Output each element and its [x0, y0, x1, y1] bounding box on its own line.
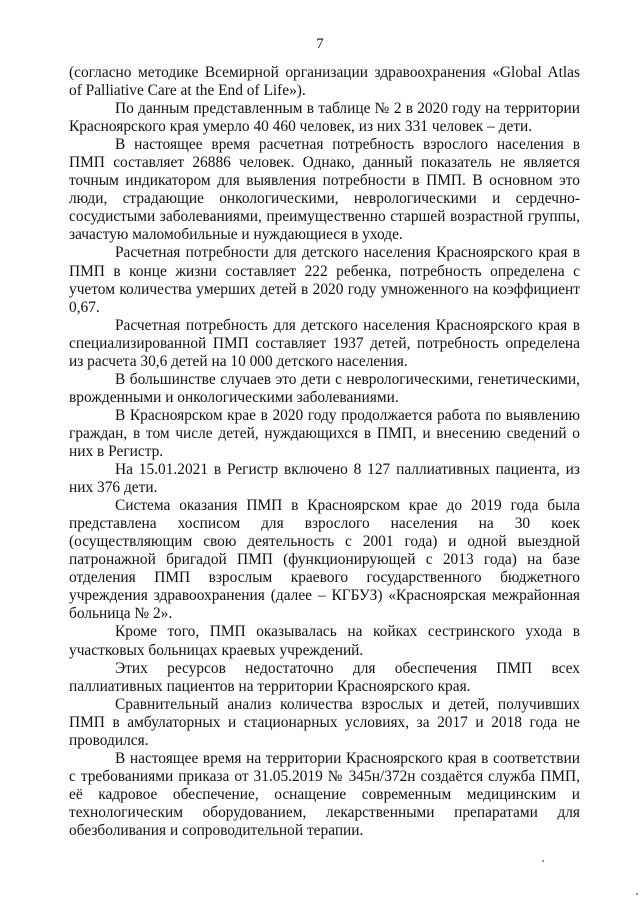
paragraph: Расчетная потребности для детского населения Красноярского края в ПМП в конце жизни составляет 222 ребенка, потребность определена с учетом количества умерших детей в 2020 году умноженного на коэффициент 0,67.	[69, 244, 580, 316]
scan-speck	[636, 893, 638, 895]
document-body	[69, 64, 580, 840]
paragraph: Система оказания ПМП в Красноярском крае до 2019 года была представлена хосписом для взрослого населения на 30 коек (осуществляющим свою деятельность с 2001 года) и одной выездной патронажной бригадой ПМП (функционирующей с 2013 года) на базе отделения ПМП взрослым краевого государственного бюджетного учреждения здравоохранения (далее – КГБУЗ) «Красноярская межрайонная больница № 2».	[69, 497, 580, 623]
paragraph: В настоящее время на территории Красноярского края в соответствии с требованиями приказа от 31.05.2019 № 345н/372н создаётся служба ПМП, её кадровое обеспечение, оснащение современным медицинским и технологическим оборудованием, лекарственными препаратами для обезболивания и сопроводительной терапии.	[69, 749, 580, 839]
paragraph: По данным представленным в таблице № 2 в 2020 году на территории Красноярского края умерло 40 460 человек, из них 331 человек – дети.	[69, 100, 580, 136]
paragraph: На 15.01.2021 в Регистр включено 8 127 паллиативных пациента, из них 376 дети.	[69, 461, 580, 497]
paragraph: Сравнительный анализ количества взрослых и детей, получивших ПМП в амбулаторных и стационарных условиях, за 2017 и 2018 года не проводился.	[69, 695, 580, 749]
paragraph: В большинстве случаев это дети с неврологическими, генетическими, врожденными и онкологическими заболеваниями.	[69, 370, 580, 406]
paragraph: В настоящее время расчетная потребность взрослого населения в ПМП составляет 26886 человек. Однако, данный показатель не является точным индикатором для выявления потребности в ПМП. В основном это люди, страдающие онкологическими, неврологическими и сердечно-сосудистыми заболеваниями, преимущественно старшей возрастной группы, зачастую маломобильные и нуждающиеся в уходе.	[69, 136, 580, 244]
paragraph: В Красноярском крае в 2020 году продолжается работа по выявлению граждан, в том числе детей, нуждающихся в ПМП, и внесению сведений о них в Регистр.	[69, 406, 580, 460]
paragraph: (согласно методике Всемирной организации здравоохранения «Global Atlas of Palliative Care at the End of Life»).	[69, 64, 580, 100]
paragraph: Кроме того, ПМП оказывалась на койках сестринского ухода в участковых больницах краевых учреждений.	[69, 623, 580, 659]
page-number: 7	[316, 36, 324, 52]
paragraph: Расчетная потребность для детского населения Красноярского края в специализированной ПМП составляет 1937 детей, потребность определена из расчета 30,6 детей на 10 000 детского населения.	[69, 316, 580, 370]
paragraph: Этих ресурсов недостаточно для обеспечения ПМП всех паллиативных пациентов на территории Красноярского края.	[69, 659, 580, 695]
scan-speck	[542, 860, 544, 862]
